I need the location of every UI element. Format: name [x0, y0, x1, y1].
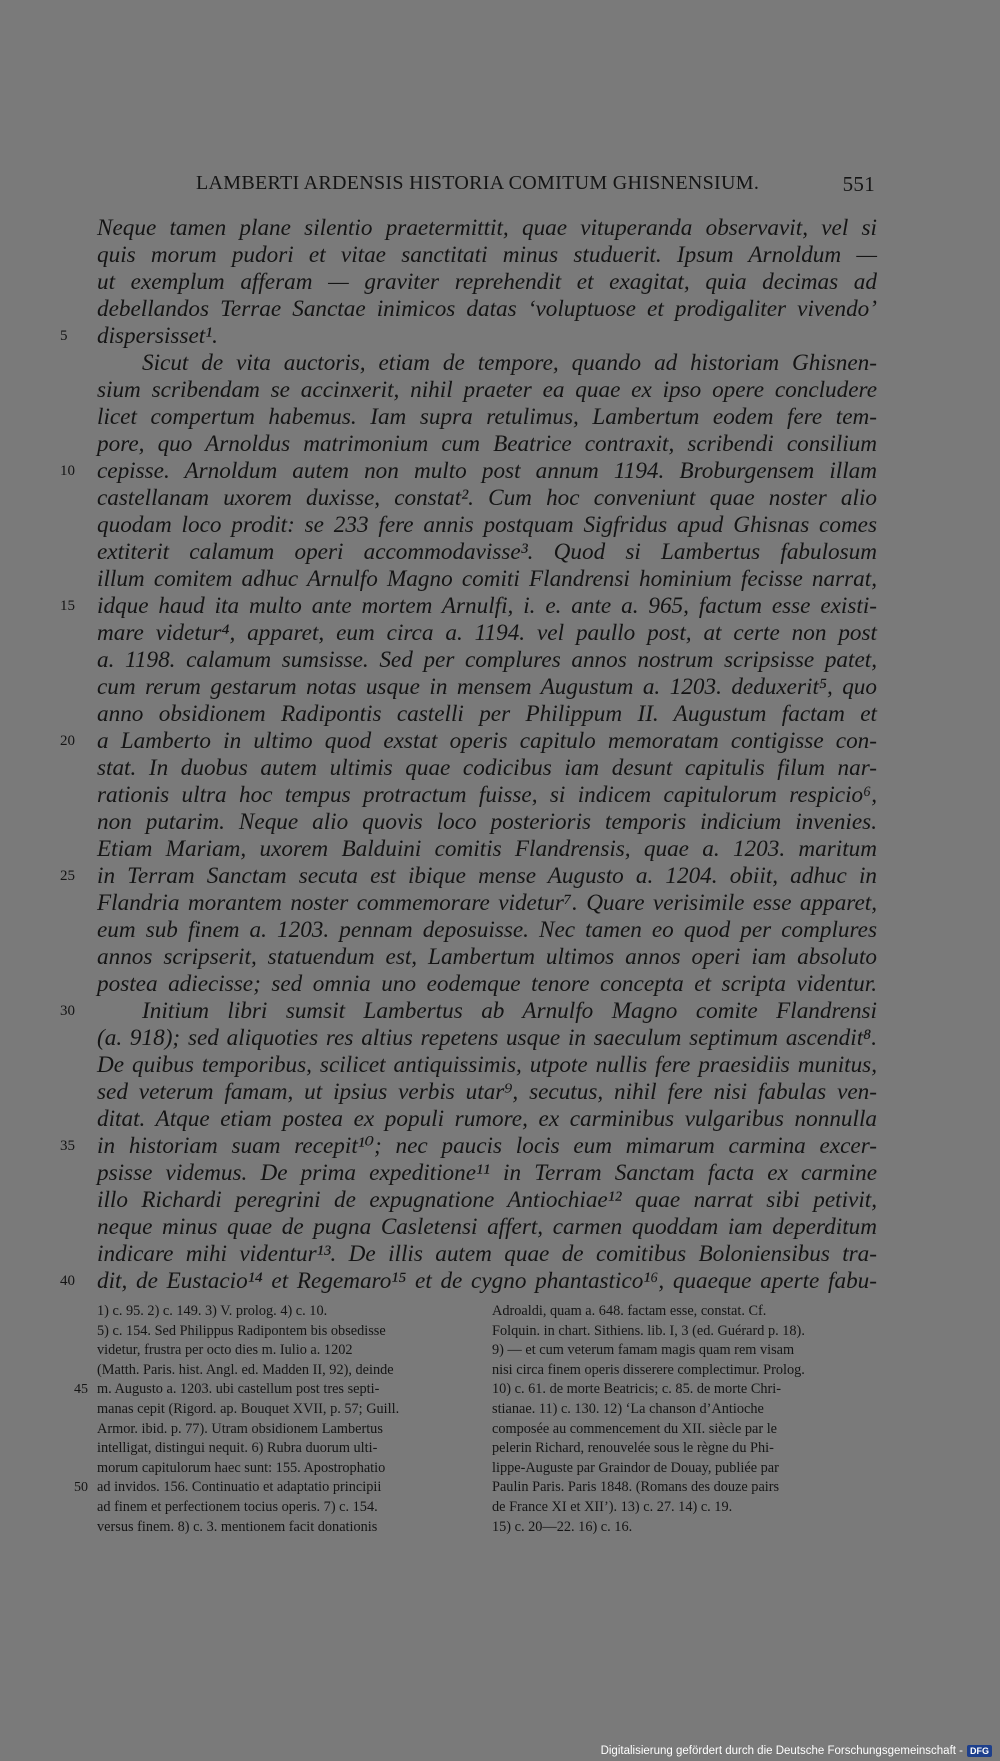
text-line: quis morum pudori et vitae sanctitati minus studuerit. Ipsum Arnoldum — [97, 242, 877, 268]
text-line: rationis ultra hoc tempus protractum fuisse, si indicem capitulorum respicio⁶, [97, 782, 877, 808]
footnote-line: ad finem et perfectionem tocius operis. 7) c. 154. [97, 1498, 378, 1515]
footnote-line-content: m. Augusto a. 1203. ubi castellum post tres septi- [97, 1381, 380, 1398]
text-line [60, 728, 877, 755]
line-number: 20 [60, 733, 75, 749]
text-line: (a. 918); sed aliquoties res altius repetens usque in saeculum septimum ascendit⁸. [97, 1025, 877, 1051]
footnote-line: 9) — et cum veterum famam magis quam rem visam [492, 1342, 795, 1359]
line-number: 35 [60, 1138, 75, 1154]
text-line-content: cepisse. Arnoldum autem non multo post annum 1194. Broburgensem illam [97, 458, 877, 484]
text-line: ditat. Atque etiam postea ex populi rumore, ex carminibus vulgaribus nonnulla [97, 1106, 877, 1132]
text-line-content: a Lamberto in ultimo quod exstat operis capitulo memoratam contigisse con- [97, 728, 877, 754]
line-number: 50 [74, 1480, 88, 1496]
text-line-content: idque haud ita multo ante mortem Arnulfi, i. e. ante a. 965, factum esse existi- [97, 593, 877, 619]
footnote-line: lippe-Auguste par Graindor de Douay, publiée par [492, 1459, 779, 1476]
text-line: illo Richardi peregrini de expugnatione Antiochiae¹² quae narrat sibi petivit, [97, 1187, 877, 1213]
footnote-line: stianae. 11) c. 130. 12) ‘La chanson d’Antioche [492, 1400, 764, 1417]
text-line: non putarim. Neque alio quovis loco posterioris temporis indicium invenies. [97, 809, 877, 835]
text-line-content: dispersisset¹. [97, 323, 218, 349]
text-line: postea adiecisse; sed omnia uno eodemque tenore concepta et scripta videntur. [97, 971, 877, 997]
footnote-line: Adroaldi, quam a. 648. factam esse, constat. Cf. [492, 1303, 767, 1319]
main-text [60, 215, 877, 1295]
footnote-line: 15) c. 20—22. 16) c. 16. [492, 1518, 633, 1535]
text-line: ut exemplum afferam — graviter reprehendit et exagitat, quia decimas ad [97, 269, 877, 295]
text-line [60, 593, 877, 620]
text-line: Flandria morantem noster commemorare videtur⁷. Quare verisimile esse apparet, [97, 890, 877, 916]
footnote-line: 10) c. 61. de morte Beatricis; c. 85. de morte Chri- [492, 1381, 782, 1398]
text-line [60, 998, 877, 1025]
text-line: indicare mihi videntur¹³. De illis autem quae de comitibus Boloniensibus tra- [97, 1241, 877, 1267]
text-line [60, 1133, 877, 1160]
text-line-content: in Terram Sanctam secuta est ibique mense Augusto a. 1204. obiit, adhuc in [97, 863, 877, 889]
footnote-line: manas cepit (Rigord. ap. Bouquet XVII, p. 57; Guill. [97, 1400, 400, 1417]
footnote-line: 1) c. 95. 2) c. 149. 3) V. prolog. 4) c. 10. [97, 1303, 328, 1319]
page-header [98, 172, 875, 202]
line-number: 40 [60, 1273, 75, 1289]
footnote-line: 5) c. 154. Sed Philippus Radipontem bis obsedisse [97, 1322, 386, 1339]
line-number: 15 [60, 598, 75, 614]
text-line-content: dit, de Eustacio¹⁴ et Regemaro¹⁵ et de cygno phantastico¹⁶, quaeque aperte fabu- [97, 1268, 877, 1294]
line-number: 30 [60, 1003, 75, 1019]
line-number: 5 [60, 328, 68, 344]
running-title: LAMBERTI ARDENSIS HISTORIA COMITUM GHISNENSIUM. [196, 172, 760, 194]
footnote-line: intelligat, distingui nequit. 6) Rubra duorum ulti- [97, 1440, 378, 1457]
text-line [60, 458, 877, 485]
text-line [60, 863, 877, 890]
footnote-line: de France XI et XII’). 13) c. 27. 14) c. 19. [492, 1498, 733, 1515]
text-line: cum rerum gestarum notas usque in mensem Augustum a. 1203. deduxerit⁵, quo [97, 674, 877, 700]
footnote-line: pelerin Richard, renouvelée sous le règne du Phi- [492, 1440, 774, 1457]
text-line: illum comitem adhuc Arnulfo Magno comiti Flandrensi hominium fecisse narrat, [97, 566, 877, 592]
text-line: extiterit calamum operi accommodavisse³. Quod si Lambertus fabulosum [97, 539, 877, 565]
text-line: Neque tamen plane silentio praetermittit, quae vituperanda observavit, vel si [97, 215, 877, 241]
footnote-line [74, 1380, 482, 1400]
text-line: Etiam Mariam, uxorem Balduini comitis Flandrensis, quae a. 1203. maritum [97, 836, 877, 862]
text-line: mare videtur⁴, apparet, eum circa a. 1194. vel paullo post, at certe non post [97, 620, 877, 646]
footnote-line: composée au commencement du XII. siècle par le [492, 1420, 778, 1437]
text-line: quodam loco prodit: se 233 fere annis postquam Sigfridus apud Ghisnas comes [97, 512, 877, 538]
page-number: 551 [842, 172, 875, 196]
text-line: eum sub finem a. 1203. pennam deposuisse. Nec tamen eo quod per complures [97, 917, 877, 943]
text-line: Sicut de vita auctoris, etiam de tempore, quando ad historiam Ghisnen- [142, 350, 877, 376]
line-number: 10 [60, 463, 75, 479]
footnote-line: versus finem. 8) c. 3. mentionem facit donationis [97, 1518, 378, 1535]
text-line-content: Initium libri sumsit Lambertus ab Arnulfo Magno comite Flandrensi [142, 998, 877, 1024]
text-line: sed veterum famam, ut ipsius verbis utar⁹, secutus, nihil fere nisi fabulas ven- [97, 1079, 877, 1105]
text-line-content: in historiam suam recepit¹⁰; nec paucis locis eum mimarum carmina excer- [97, 1133, 877, 1159]
text-line: anno obsidionem Radipontis castelli per Philippum II. Augustum factam et [97, 701, 877, 727]
text-line: pore, quo Arnoldus matrimonium cum Beatrice contraxit, scribendi consilium [97, 431, 877, 457]
footnote-line: videtur, frustra per octo dies m. Iulio a. 1202 [97, 1342, 353, 1359]
footnote-line: nisi circa finem operis disserere complectimur. Prolog. [492, 1361, 805, 1378]
text-line: sium scribendam se accinxerit, nihil praeter ea quae ex ipso opere concludere [97, 377, 877, 403]
footnote-line: Folquin. in chart. Sithiens. lib. I, 3 (ed. Guérard p. 18). [492, 1322, 805, 1339]
text-line: licet compertum habemus. Iam supra retulimus, Lambertum eodem fere tem- [97, 404, 877, 430]
footnote-line: (Matth. Paris. hist. Angl. ed. Madden II, 92), deinde [97, 1361, 394, 1378]
footnote-line: Armor. ibid. p. 77). Utram obsidionem Lambertus [97, 1420, 383, 1437]
text-line: psisse videmus. De prima expeditione¹¹ in Terram Sanctam facta ex carmine [97, 1160, 877, 1186]
text-line: stat. In duobus autem ultimis quae codicibus iam desunt capitulis filum nar- [97, 755, 877, 781]
footnote-line [74, 1478, 482, 1498]
footnote-line-content: ad invidos. 156. Continuatio et adaptatio principii [97, 1479, 382, 1496]
footnote-line: Paulin Paris. Paris 1848. (Romans des douze pairs [492, 1479, 780, 1496]
footnotes [74, 1302, 877, 1537]
digitization-credit [601, 1745, 992, 1757]
text-line [60, 1268, 877, 1295]
text-line [60, 323, 877, 350]
footnotes-right-column [492, 1302, 877, 1537]
dfg-logo-icon: DFG [967, 1745, 992, 1757]
text-line: neque minus quae de pugna Casletensi affert, carmen quoddam iam deperditum [97, 1214, 877, 1240]
line-number: 25 [60, 868, 75, 884]
footnote-line: morum capitulorum haec sunt: 155. Apostrophatio [97, 1459, 386, 1476]
text-line: debellandos Terrae Sanctae inimicos datas ‘voluptuose et prodigaliter vivendo’ [97, 296, 877, 322]
text-line: annos scripserit, statuendum est, Lambertum ultimos annos operi iam absoluto [97, 944, 877, 970]
text-line: castellanam uxorem duxisse, constat². Cum hoc conveniunt quae noster alio [97, 485, 877, 511]
text-line: De quibus temporibus, scilicet antiquissimis, utpote nullis fere praesidiis munitus, [97, 1052, 877, 1078]
credit-text: Digitalisierung gefördert durch die Deutsche Forschungsgemeinschaft - [600, 1745, 963, 1757]
text-line: a. 1198. calamum sumsisse. Sed per complures annos nostrum scripsisse patet, [97, 647, 877, 673]
footnotes-left-column [74, 1302, 482, 1537]
line-number: 45 [74, 1382, 88, 1398]
